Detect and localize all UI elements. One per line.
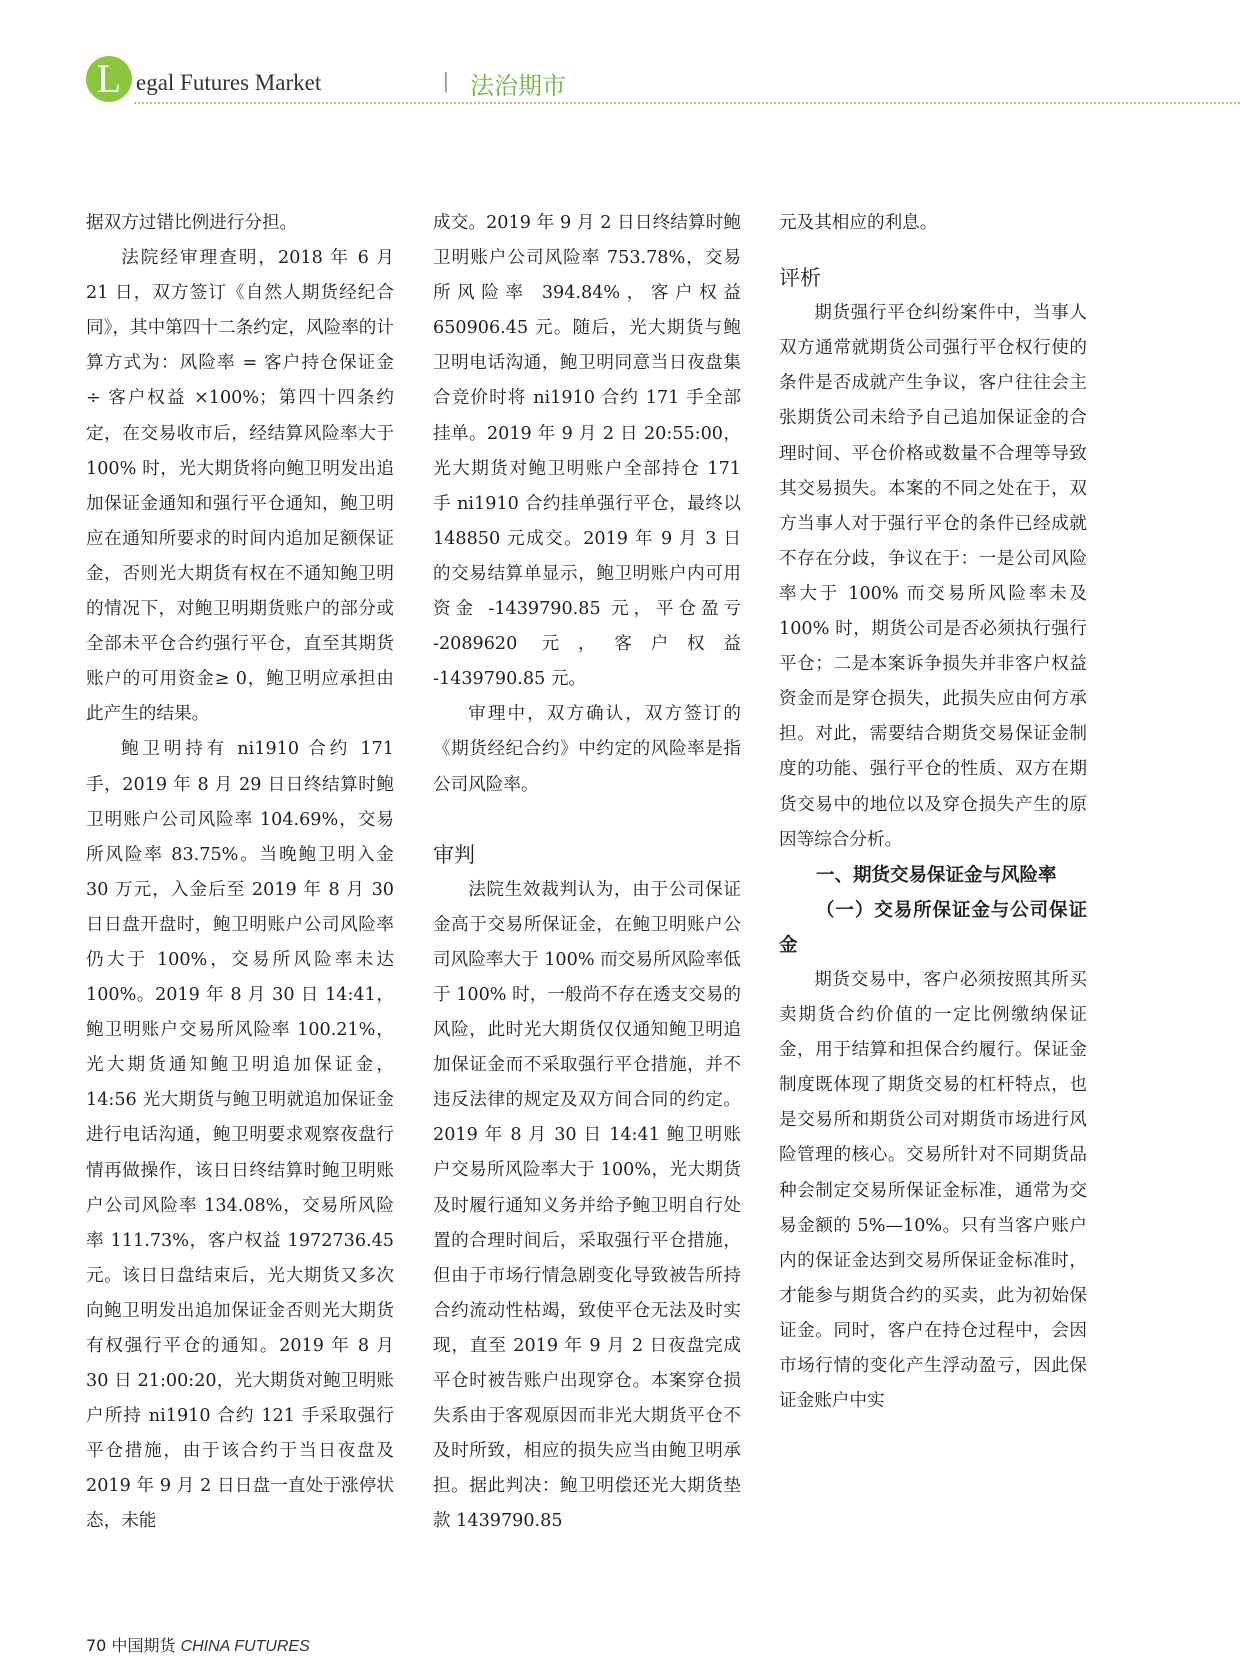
paragraph: 法院经审理查明，2018 年 6 月 21 日，双方签订《自然人期货经纪合同》，其中第四十二条约定，风险率的计算方式为：风险率 = 客户持仓保证金 ÷ 客户权益 ×100%；第四十四条约定，在交易收市后，经结算风险率大于 100% 时，光大期货将向鲍卫明发出追加保证金通知和强行平仓通知，鲍卫明应在通知所要求的时间内追加足额保证金，否则光大期货有权在不通知鲍卫明的情况下，对鲍卫明期货账户的部分或全部未平仓合约强行平仓，直至其期货账户的可用资金≥ 0，鲍卫明应承担由此产生的结果。 (86, 248, 394, 725)
section-title-en: egal Futures Market (136, 70, 322, 95)
paragraph: 鲍卫明持有 ni1910 合约 171 手，2019 年 8 月 29 日日终结算时鲍卫明账户公司风险率 104.69%，交易所风险率 83.75%。当晚鲍卫明入金 30 万元，入金后至 2019 年 8 月 30 日日盘开盘时，鲍卫明账户公司风险率仍大于 100%，交易所风险率未达 100%。2019 年 8 月 30 日 14:41，鲍卫明账户交易所风险率 100.21%，光大期货通知鲍卫明追加保证金，14:56 光大期货与鲍卫明就追加保证金进行电话沟通，鲍卫明要求观察夜盘行情再做操作，该日日终结算时鲍卫明账户公司风险率 134.08%，交易所风险率 111.73%，客户权益 1972736.45 元。该日日盘结束后，光大期货又多次向鲍卫明发出追加保证金否则光大期货有权强行平仓的通知。2019 年 8 月 30 日 21:00:20，光大期货对鲍卫明账户所持 ni1910 合约 121 手采取强行平仓措施，由于该合约于当日夜盘及 2019 年 9 月 2 日日盘一直处于涨停状态，未能 (86, 739, 394, 1532)
paragraph: 法院生效裁判认为，由于公司保证金高于交易所保证金，在鲍卫明账户公司风险率大于 100% 而交易所风险率低于 100% 时，一般尚不存在透支交易的风险，此时光大期货仅仅通知鲍卫明追加保证金而不采取强行平仓措施，并不违反法律的规定及双方间合同的约定。2019 年 8 月 30 日 14:41 鲍卫明账户交易所风险率大于 100%，光大期货及时履行通知义务并给予鲍卫明自行处置的合理时间后，采取强行平仓措施，但由于市场行情急剧变化导致被告所持合约流动性枯竭，致使平仓无法及时实现，直至 2019 年 9 月 2 日夜盘完成平仓时被告账户出现穿仓。本案穿仓损失系由于客观原因而非光大期货平仓不及时所致，相应的损失应当由鲍卫明承担。据此判决：鲍卫明偿还光大期货垫款 1439790.85 (433, 879, 741, 1532)
page-header (86, 56, 1240, 110)
header-separator: | (443, 68, 449, 93)
paragraph: 期货强行平仓纠纷案件中，当事人双方通常就期货公司强行平仓权行使的条件是否成就产生争议，客户往往会主张期货公司未给予自己追加保证金的合理时间、平仓价格或数量不合理等导致其交易损失。本案的不同之处在于，双方当事人对于强行平仓的条件已经成就不存在分歧，争议在于：一是公司风险率大于 100% 而交易所风险率未及 100% 时，期货公司是否必须执行强行平仓；二是本案诉争损失并非客户权益资金而是穿仓损失，此损失应由何方承担。对此，需要结合期货交易保证金制度的功能、强行平仓的性质、双方在期货交易中的地位以及穿仓损失产生的原因等综合分析。 (779, 303, 1087, 850)
paragraph: 成交。2019 年 9 月 2 日日终结算时鲍卫明账户公司风险率 753.78%，交易所风险率 394.84%，客户权益 650906.45 元。随后，光大期货与鲍卫明电话沟通，鲍卫明同意当日夜盘集合竞价时将 ni1910 合约 171 手全部挂单。2019 年 9 月 2 日 20:55:00，光大期货对鲍卫明账户全部持仓 171 手 ni1910 合约挂单强行平仓，最终以 148850 元成交。2019 年 9 月 3 日的交易结算单显示，鲍卫明账户内可用资金 -1439790.85 元，平仓盈亏 -2089620 元，客户权益 -1439790.85 元。 (433, 213, 741, 690)
paragraph: 据双方过错比例进行分担。 (86, 213, 298, 233)
logo-letter-circle: L (86, 56, 132, 102)
article-column-2 (433, 206, 741, 1539)
article-column-3 (779, 206, 1087, 1419)
magazine-name-cn: 中国期货 (111, 1636, 176, 1655)
article-column-1 (86, 206, 394, 1540)
paragraph: 元及其相应的利息。 (779, 213, 938, 233)
paragraph: 期货交易中，客户必须按照其所买卖期货合约价值的一定比例缴纳保证金，用于结算和担保合约履行。保证金制度既体现了期货交易的杠杆特点，也是交易所和期货公司对期货市场进行风险管理的核心。交易所针对不同期货品种会制定交易所保证金标准，通常为交易金额的 5%—10%。只有当客户账户内的保证金达到交易所保证金标准时，才能参与期货合约的买卖，此为初始保证金。同时，客户在持仓过程中，会因市场行情的变化产生浮动盈亏，因此保证金账户中实 (779, 969, 1087, 1412)
section-title-cn: 法治期市 (470, 72, 566, 100)
section-spacer (779, 241, 1087, 261)
page-number: 70 (86, 1636, 107, 1655)
section-heading-analysis: 评析 (779, 266, 821, 291)
paragraph: 审理中，双方确认，双方签订的《期货经纪合约》中约定的风险率是指公司风险率。 (433, 704, 741, 795)
subheading: 一、期货交易保证金与风险率 (816, 864, 1057, 886)
page-footer (86, 1633, 310, 1656)
section-spacer (433, 803, 741, 838)
section-heading-judgment: 审判 (433, 842, 475, 867)
magazine-name-en: CHINA FUTURES (180, 1638, 310, 1655)
subheading: （一）交易所保证金与公司保证金 (779, 899, 1087, 956)
header-dotted-rule (134, 102, 1240, 104)
